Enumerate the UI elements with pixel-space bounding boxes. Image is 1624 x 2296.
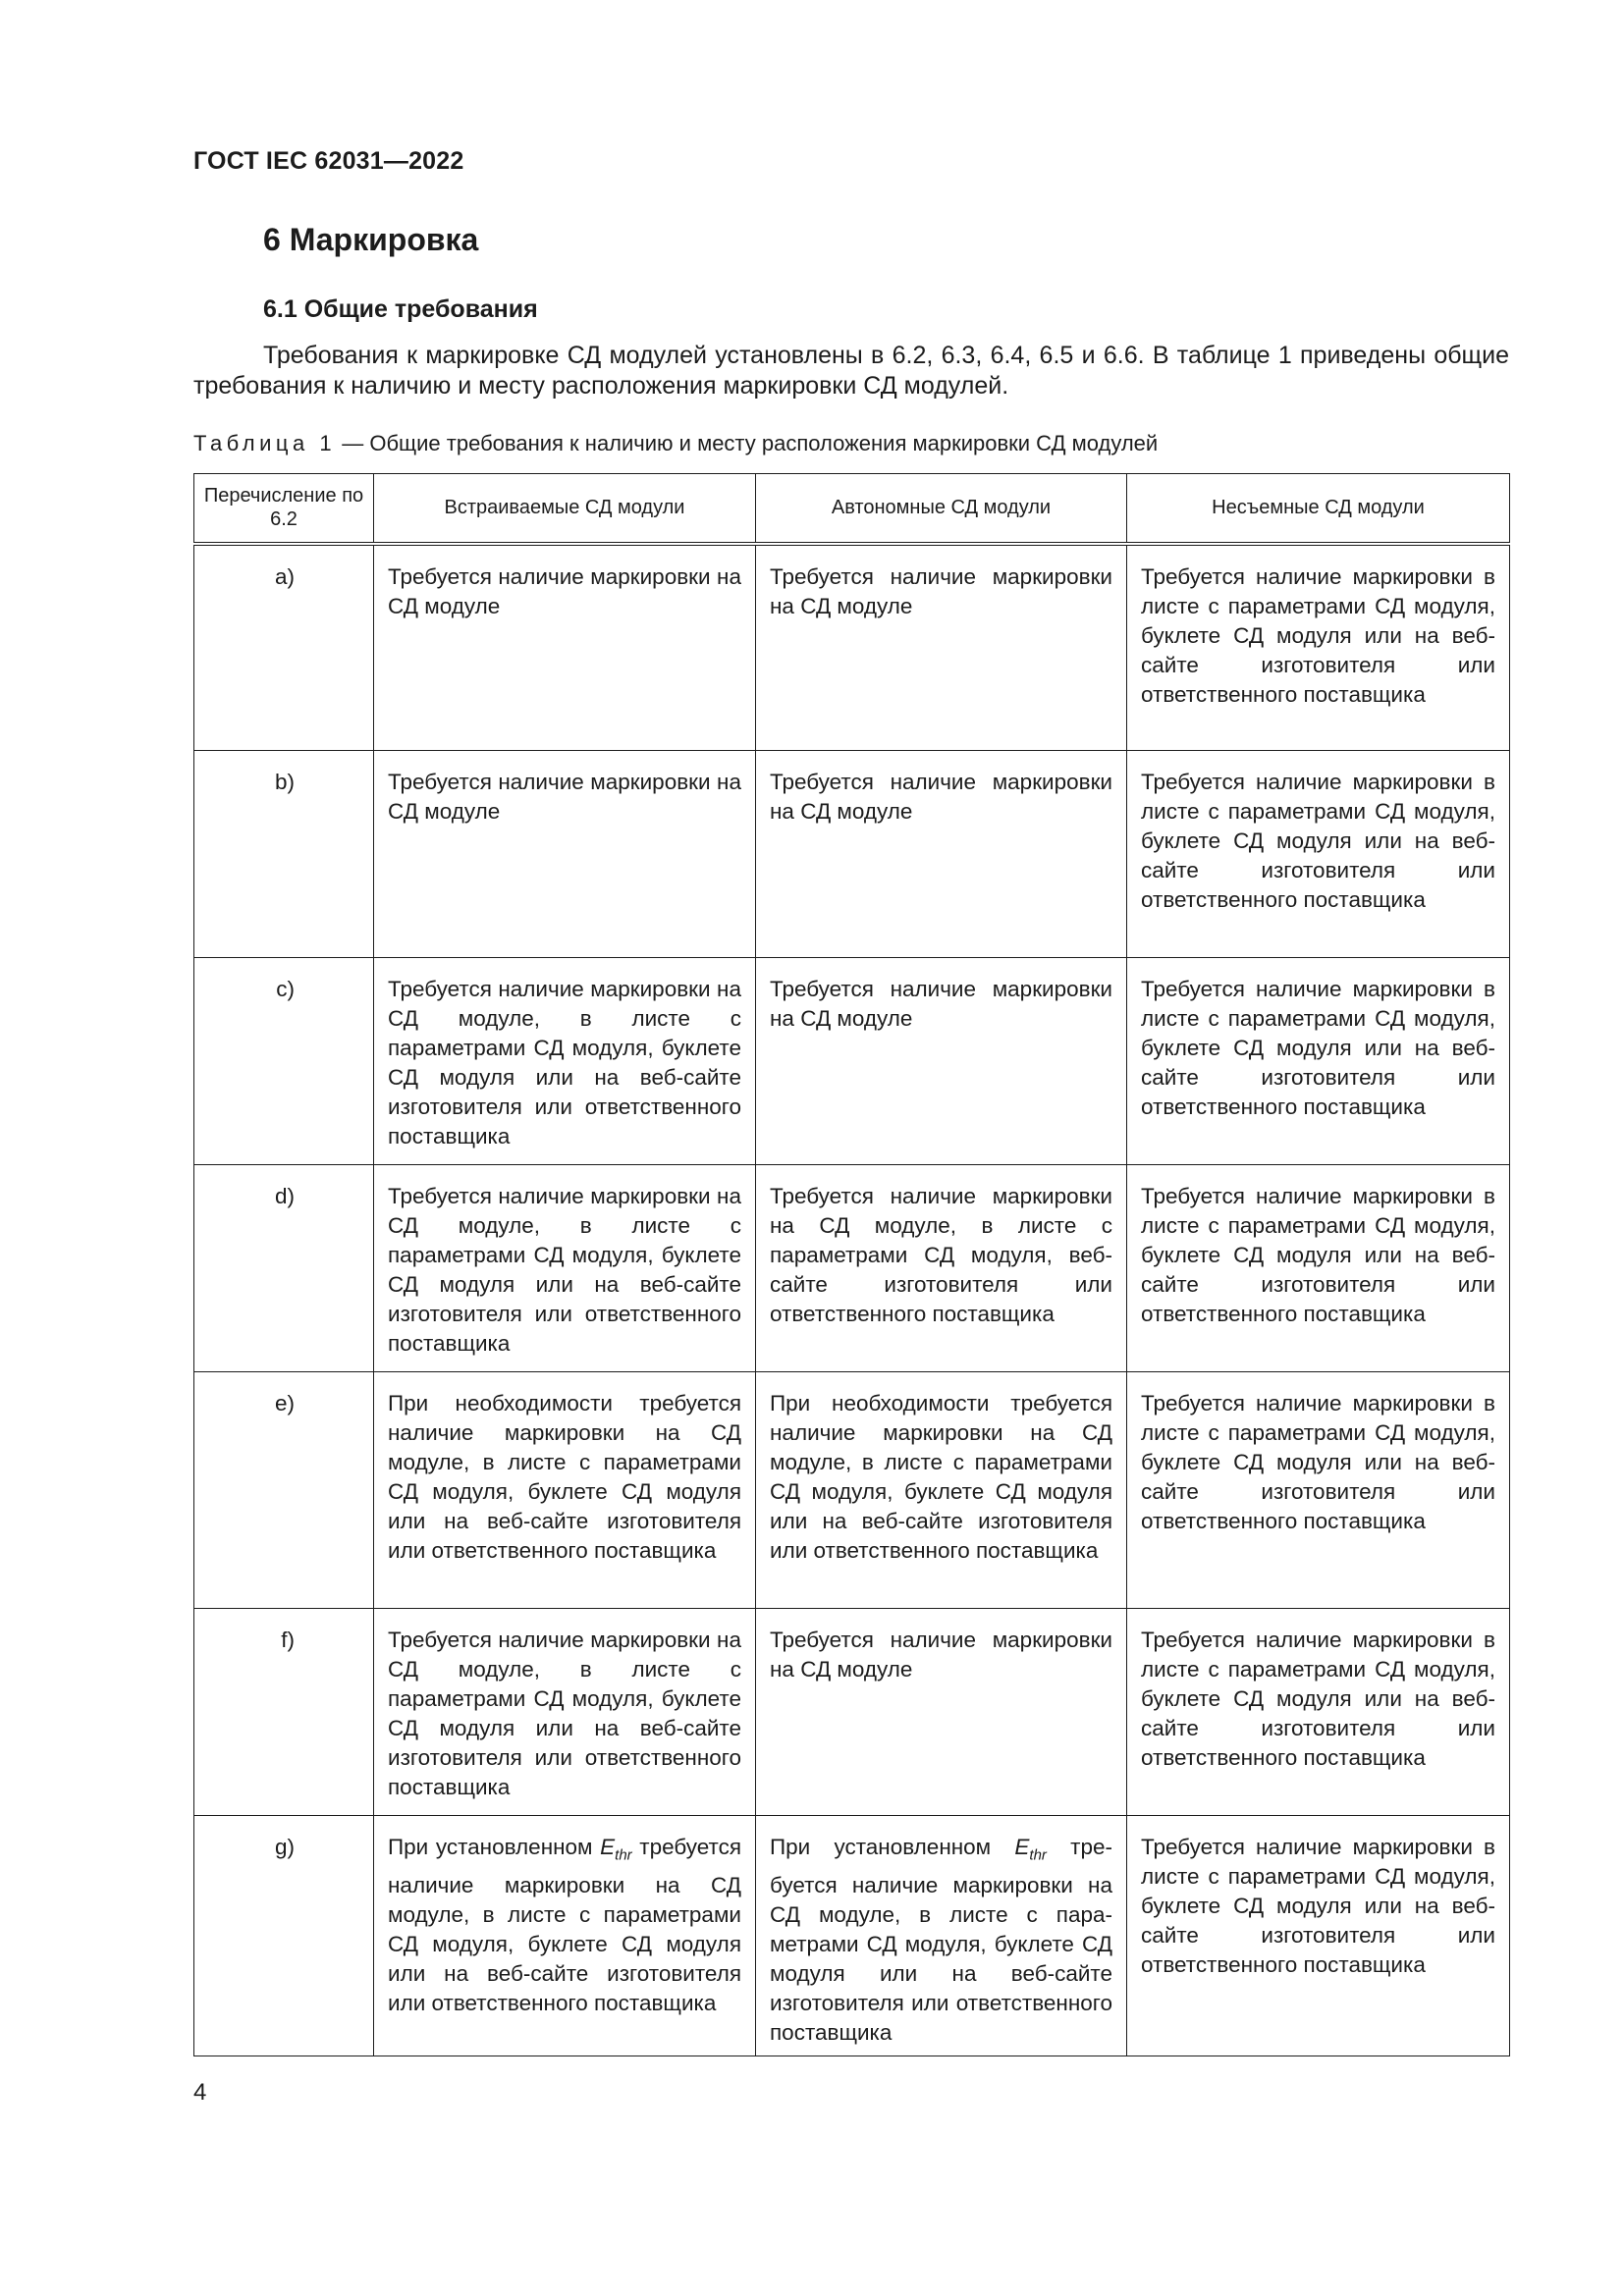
cell-text-prefix: При установленном (388, 1835, 601, 1859)
intro-paragraph: Требования к маркировке СД модулей установлены в 6.2, 6.3, 6.4, 6.5 и 6.6. В таблице 1 приведены общие требования к наличию и месту расположения маркировки СД модулей. (193, 342, 1509, 400)
header-independent: Автономные СД модули (756, 474, 1127, 544)
cell-built-in: Требуется наличие маркировки на СД модуле, в листе с параметрами СД модуля, буклете СД модуля или на веб-сайте изготовителя или ответственного поставщика (374, 958, 756, 1165)
cell-integral: Требуется наличие маркировки в листе с параметрами СД модуля, буклете СД модуля или на веб-сайте изготовителя или ответственного поставщика (1127, 1609, 1510, 1816)
table-row (194, 544, 1510, 751)
e-thr-symbol (600, 1835, 632, 1864)
e-thr-main: E (600, 1835, 616, 1859)
cell-integral: Требуется наличие маркировки в листе с параметрами СД модуля, буклете СД модуля или на веб-сайте изготовителя или ответственного поставщика (1127, 1816, 1510, 2056)
e-thr-main: E (1014, 1835, 1030, 1859)
cell-independent: Требуется наличие маркировки на СД модуле, в листе с параметрами СД модуля, веб-сайте изготовителя или ответственного поставщика (756, 1165, 1127, 1372)
page-number: 4 (193, 2079, 207, 2106)
cell-integral: Требуется наличие маркировки в листе с параметрами СД модуля, буклете СД модуля или на веб-сайте изготовителя или ответственного поставщика (1127, 1165, 1510, 1372)
row-enum: d) (194, 1165, 374, 1372)
cell-independent: Требуется наличие маркировки на СД модуле (756, 1609, 1127, 1816)
cell-built-in: Требуется наличие маркировки на СД модуле, в листе с параметрами СД модуля, буклете СД модуля или на веб-сайте изготовителя или ответственного поставщика (374, 1609, 756, 1816)
cell-text-suffix: требуется наличие маркировки на СД модуле, в листе с параметрами СД модуля, буклете СД модуля или на веб-сайте изготовителя или ответственного поставщика (770, 1835, 1112, 2045)
table-caption-text: — Общие требования к наличию и месту расположения маркировки СД модулей (336, 431, 1159, 455)
row-enum: e) (194, 1372, 374, 1609)
marking-requirements-table (193, 473, 1510, 2056)
table-header-row (194, 474, 1510, 544)
cell-integral: Требуется наличие маркировки в листе с параметрами СД модуля, буклете СД модуля или на веб-сайте изготовителя или ответственного поставщика (1127, 1372, 1510, 1609)
table-row (194, 958, 1510, 1165)
e-thr-symbol (1014, 1835, 1047, 1864)
e-thr-subscript: thr (615, 1846, 632, 1864)
cell-text-prefix: При установленном (770, 1835, 1015, 1859)
row-enum: f) (194, 1609, 374, 1816)
row-enum: a) (194, 544, 374, 751)
header-built-in: Встраиваемые СД модули (374, 474, 756, 544)
cell-built-in: Требуется наличие маркировки на СД модуле, в листе с параметрами СД модуля, буклете СД модуля или на веб-сайте изготовителя или ответственного поставщика (374, 1165, 756, 1372)
cell-built-in: Требуется наличие маркировки на СД модуле (374, 751, 756, 958)
cell-text-suffix: требуется наличие маркировки на СД модуле, в листе с параметрами СД модуля, буклете СД модуля или на веб-сайте изготовителя или ответственного поставщика (388, 1835, 741, 2015)
subsection-title: 6.1 Общие требования (263, 295, 538, 323)
row-enum: b) (194, 751, 374, 958)
e-thr-subscript: thr (1029, 1846, 1047, 1864)
cell-built-in (374, 1816, 756, 2056)
cell-integral: Требуется наличие маркировки в листе с параметрами СД модуля, буклете СД модуля или на веб-сайте изготовителя или ответственного поставщика (1127, 544, 1510, 751)
table-row (194, 1816, 1510, 2056)
section-title: 6 Маркировка (263, 222, 479, 257)
cell-independent (756, 1816, 1127, 2056)
table-caption (193, 430, 1509, 457)
table-row (194, 1609, 1510, 1816)
cell-built-in: При необходимости требуется наличие маркировки на СД модуле, в листе с параметрами СД модуля, буклете СД модуля или на веб-сайте изготовителя или ответственного поставщика (374, 1372, 756, 1609)
cell-integral: Требуется наличие маркировки в листе с параметрами СД модуля, буклете СД модуля или на веб-сайте изготовителя или ответственного поставщика (1127, 751, 1510, 958)
cell-built-in: Требуется наличие маркировки на СД модуле (374, 544, 756, 751)
header-enum: Перечисление по 6.2 (194, 474, 374, 544)
table-row (194, 751, 1510, 958)
cell-independent: Требуется наличие маркировки на СД модуле (756, 751, 1127, 958)
document-id: ГОСТ IEC 62031—2022 (193, 147, 464, 175)
header-integral: Несъемные СД модули (1127, 474, 1510, 544)
row-enum: g) (194, 1816, 374, 2056)
cell-integral: Требуется наличие маркировки в листе с параметрами СД модуля, буклете СД модуля или на веб-сайте изготовителя или ответственного поставщика (1127, 958, 1510, 1165)
table-row (194, 1165, 1510, 1372)
cell-independent: Требуется наличие маркировки на СД модуле (756, 544, 1127, 751)
cell-independent: Требуется наличие маркировки на СД модуле (756, 958, 1127, 1165)
cell-independent: При необходимости требуется наличие маркировки на СД модуле, в листе с параметрами СД модуля, буклете СД модуля или на веб-сайте изготовителя или ответственного поставщика (756, 1372, 1127, 1609)
table-caption-label: Таблица 1 (193, 431, 337, 455)
table-row (194, 1372, 1510, 1609)
row-enum: c) (194, 958, 374, 1165)
